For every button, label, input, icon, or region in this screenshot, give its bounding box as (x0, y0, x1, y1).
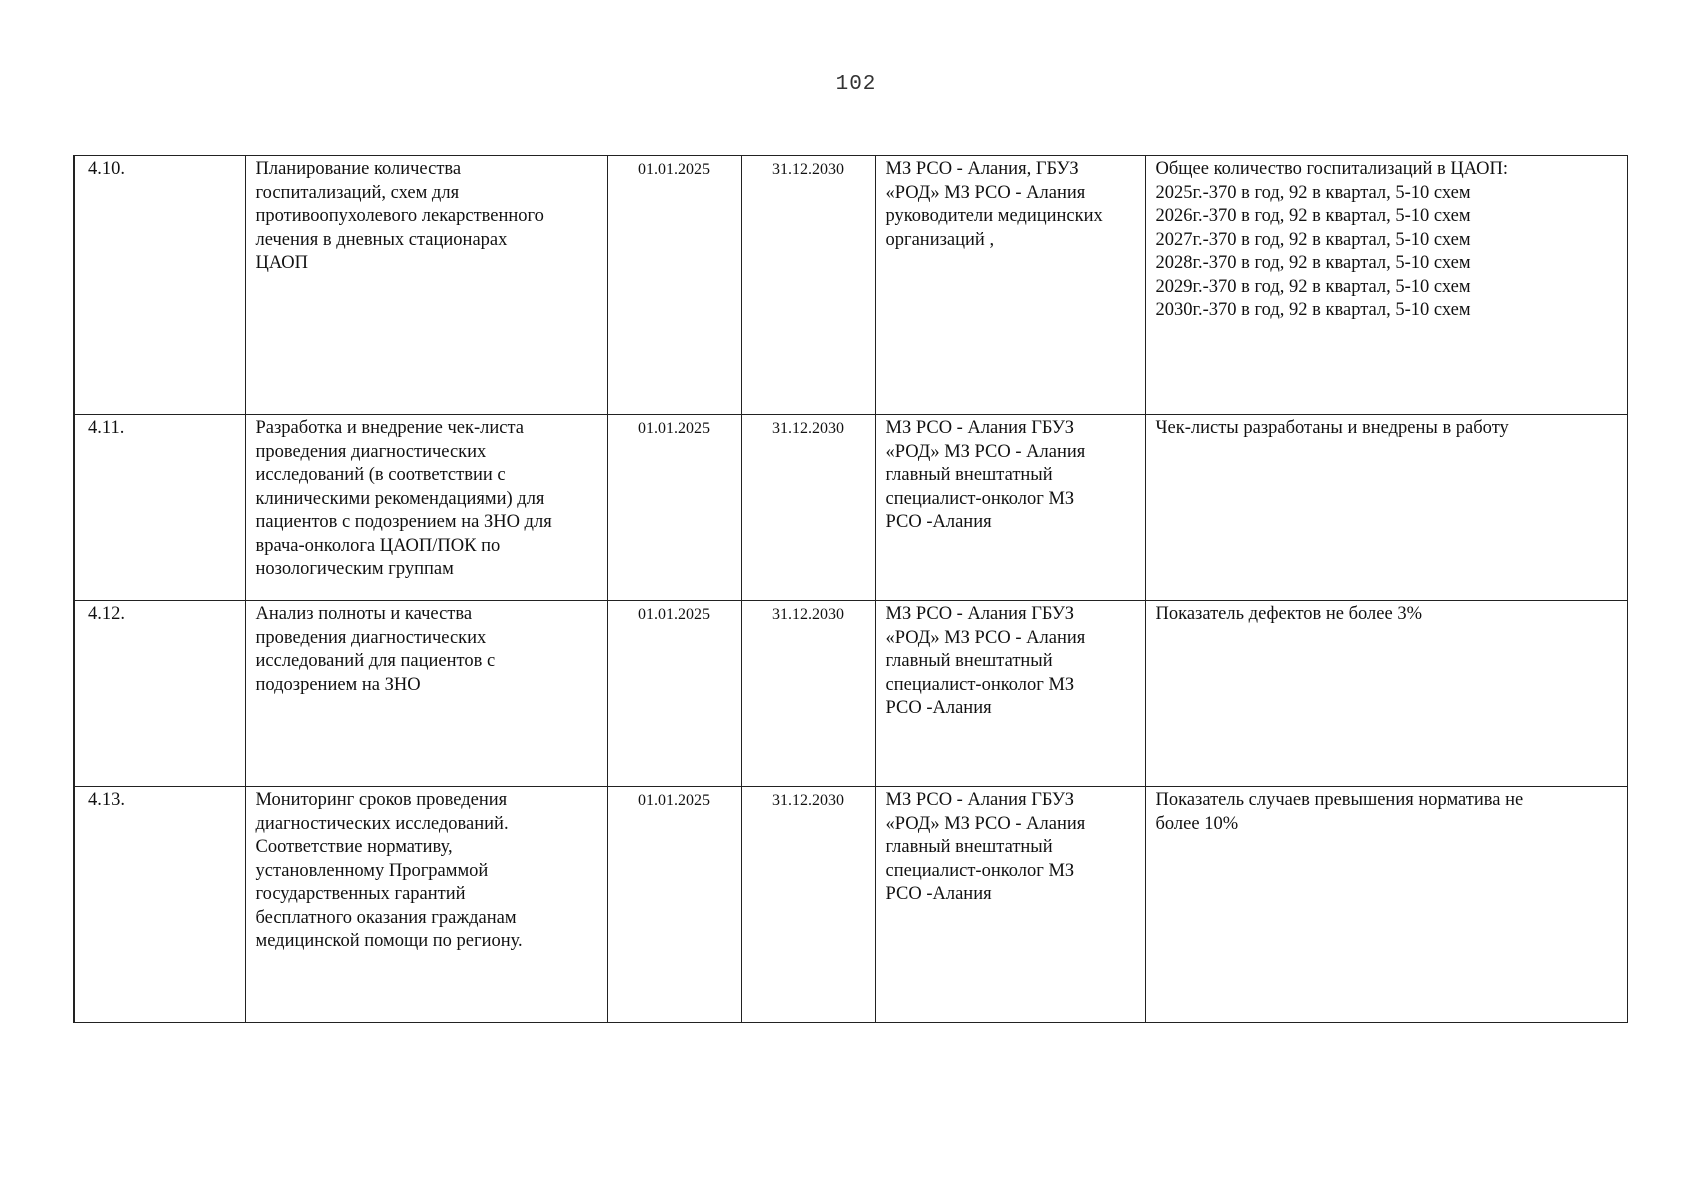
table-row (74, 156, 1627, 415)
end-date: 31.12.2030 (741, 156, 875, 415)
expected-result: Показатель дефектов не более 3% (1145, 601, 1627, 787)
item-number: 4.10. (74, 156, 245, 415)
item-number: 4.11. (74, 415, 245, 601)
end-date: 31.12.2030 (741, 787, 875, 1023)
responsible-parties: МЗ РСО - Алания ГБУЗ «РОД» МЗ РСО - Алания главный внештатный специалист-онколог МЗ РСО -Алания (875, 787, 1145, 1023)
table-row (74, 787, 1627, 1023)
expected-result: Общее количество госпитализаций в ЦАОП: 2025г.-370 в год, 92 в квартал, 5-10 схем 2026г.-370 в год, 92 в квартал, 5-10 схем 2027г.-370 в год, 92 в квартал, 5-10 схем 2028г.-370 в год, 92 в квартал, 5-10 схем 2029г.-370 в год, 92 в квартал, 5-10 схем 2030г.-370 в год, 92 в квартал, 5-10 схем (1145, 156, 1627, 415)
expected-result: Чек-листы разработаны и внедрены в работу (1145, 415, 1627, 601)
action-description: Планирование количества госпитализаций, схем для противоопухолевого лекарственного лечения в дневных стационарах ЦАОП (245, 156, 607, 415)
end-date: 31.12.2030 (741, 601, 875, 787)
action-plan-table (73, 155, 1628, 1023)
expected-result: Показатель случаев превышения норматива не более 10% (1145, 787, 1627, 1023)
table-row (74, 415, 1627, 601)
action-description: Анализ полноты и качества проведения диагностических исследований для пациентов с подозрением на ЗНО (245, 601, 607, 787)
start-date: 01.01.2025 (607, 415, 741, 601)
responsible-parties: МЗ РСО - Алания ГБУЗ «РОД» МЗ РСО - Алания главный внештатный специалист-онколог МЗ РСО -Алания (875, 601, 1145, 787)
item-number: 4.12. (74, 601, 245, 787)
action-description: Разработка и внедрение чек-листа проведения диагностических исследований (в соответствии с клиническими рекомендациями) для пациентов с подозрением на ЗНО для врача-онколога ЦАОП/ПОК по нозологическим группам (245, 415, 607, 601)
responsible-parties: МЗ РСО - Алания ГБУЗ «РОД» МЗ РСО - Алания главный внештатный специалист-онколог МЗ РСО -Алания (875, 415, 1145, 601)
page-number: 102 (835, 73, 877, 96)
responsible-parties: МЗ РСО - Алания, ГБУЗ «РОД» МЗ РСО - Алания руководители медицинских организаций , (875, 156, 1145, 415)
action-description: Мониторинг сроков проведения диагностических исследований. Соответствие нормативу, установленному Программой государственных гарантий бесплатного оказания гражданам медицинской помощи по региону. (245, 787, 607, 1023)
end-date: 31.12.2030 (741, 415, 875, 601)
start-date: 01.01.2025 (607, 601, 741, 787)
item-number: 4.13. (74, 787, 245, 1023)
table-row (74, 601, 1627, 787)
start-date: 01.01.2025 (607, 156, 741, 415)
start-date: 01.01.2025 (607, 787, 741, 1023)
